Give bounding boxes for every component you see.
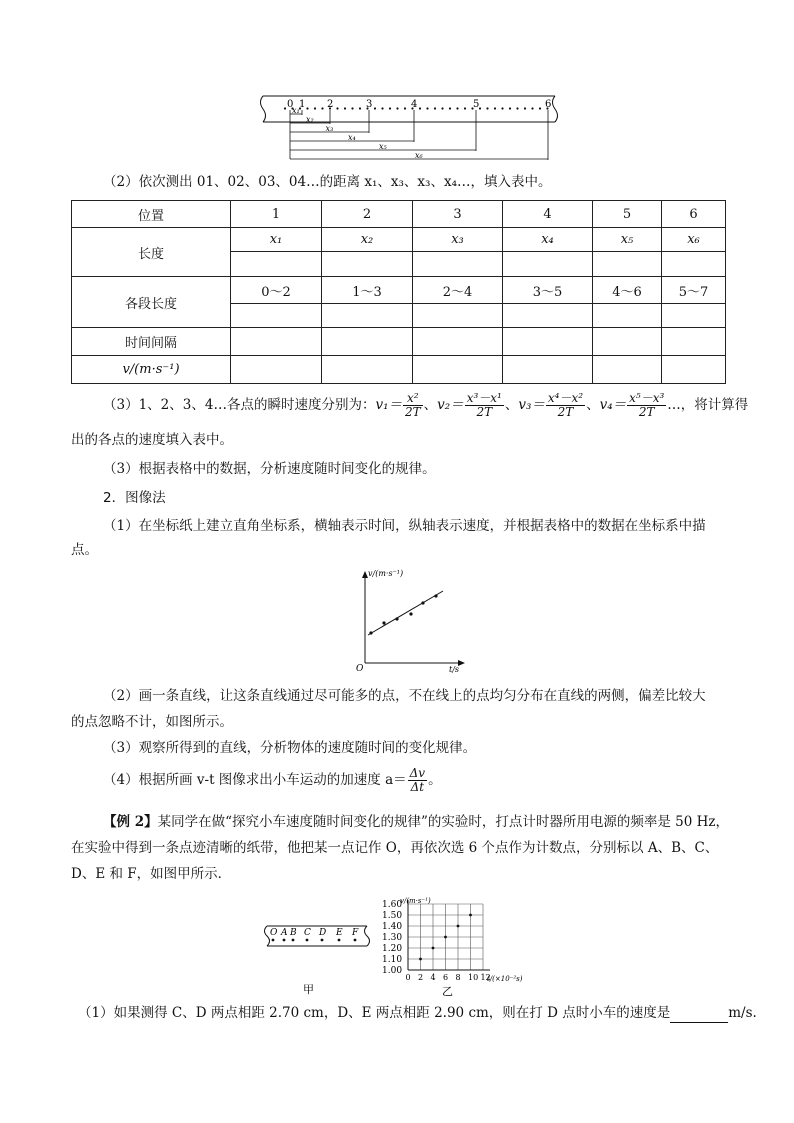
tape2-label: D bbox=[319, 928, 327, 938]
tape-point-label: 2 bbox=[327, 99, 334, 110]
tape-point-label: 6 bbox=[545, 99, 552, 110]
tape-dot bbox=[426, 107, 428, 109]
row-label: 各段长度 bbox=[72, 277, 231, 328]
tape-dot bbox=[494, 107, 496, 109]
table-cell: x₁ bbox=[231, 228, 322, 252]
fraction-numerator: x² bbox=[403, 392, 423, 406]
table-cell bbox=[231, 304, 322, 328]
table-cell bbox=[503, 304, 593, 328]
table-cell bbox=[322, 252, 413, 277]
table-cell bbox=[593, 356, 662, 384]
table-cell bbox=[662, 304, 726, 328]
tape-segment-label: x₅ bbox=[379, 142, 387, 151]
tape-dot bbox=[441, 107, 443, 109]
table-cell bbox=[662, 252, 726, 277]
table-cell bbox=[593, 304, 662, 328]
example-line1 bbox=[103, 812, 729, 832]
fraction-denominator: 2T bbox=[557, 405, 574, 419]
tape-dot bbox=[531, 107, 533, 109]
tape-dot bbox=[336, 107, 338, 109]
fraction-denominator: 2T bbox=[476, 405, 493, 419]
table-cell: x₂ bbox=[322, 228, 413, 252]
chart-yi bbox=[370, 895, 540, 1000]
example-line2: 在实验中得到一条点迹清晰的纸带，他把某一点记作 O，再依次选 6 个点作为计数点，分别标以 A、B、C、 bbox=[71, 840, 719, 856]
tape-point-label: 3 bbox=[366, 99, 373, 110]
table-cell bbox=[322, 356, 413, 384]
table-cell: 4 bbox=[503, 201, 593, 228]
fraction-numerator: x⁵－x³ bbox=[629, 391, 665, 405]
tape-diagram bbox=[255, 92, 565, 166]
table-cell bbox=[413, 356, 503, 384]
fit-line bbox=[368, 591, 443, 635]
tape2-label: B bbox=[290, 928, 297, 938]
step3b-text: （3）根据表格中的数据，分析速度随时间变化的规律。 bbox=[103, 461, 436, 477]
data-point bbox=[421, 601, 424, 604]
table-cell: x₆ bbox=[662, 228, 726, 252]
table-cell: 5～7 bbox=[662, 277, 726, 304]
tape-dot bbox=[389, 107, 391, 109]
tape-dot bbox=[314, 107, 316, 109]
table-row bbox=[72, 328, 726, 356]
table-cell: 4～6 bbox=[593, 277, 662, 304]
data-point bbox=[395, 617, 398, 620]
step3-lead: （3）1、2、3、4…各点的瞬时速度分别为： bbox=[103, 397, 376, 413]
tape2-label: E bbox=[336, 928, 343, 938]
step2-text: （2）依次测出 01、02、03、04…的距离 x₁、x₃、x₃、x₄…，填入表中。 bbox=[103, 174, 552, 190]
tape-dot bbox=[464, 107, 466, 109]
example-text: 某同学在做“探究小车速度随时间变化的规律”的实验时，打点计时器所用电源的频率是 50 Hz， bbox=[157, 814, 730, 830]
data-point bbox=[369, 631, 372, 634]
tape2-dot bbox=[354, 939, 357, 942]
tape-dot bbox=[456, 107, 458, 109]
tape-segment-label: x₁ bbox=[292, 106, 300, 115]
step3-line2: 出的各点的速度填入表中。 bbox=[71, 432, 233, 448]
table-cell bbox=[593, 252, 662, 277]
table-cell: 2～4 bbox=[413, 277, 503, 304]
tape-point-label: 4 bbox=[411, 99, 418, 110]
x-tick-label: 2 bbox=[418, 973, 424, 982]
fraction-denominator: 2T bbox=[405, 405, 421, 419]
table-cell: 6 bbox=[662, 201, 726, 228]
tape-segment-label: x₃ bbox=[325, 124, 334, 133]
acceleration-fraction bbox=[408, 767, 427, 794]
table-cell: 3～5 bbox=[503, 277, 593, 304]
formula-separator: 、 bbox=[423, 397, 438, 413]
chart-xlabel: t/(×10⁻²s) bbox=[487, 975, 523, 983]
table-cell bbox=[503, 356, 593, 384]
tape-dot bbox=[351, 107, 353, 109]
table-cell bbox=[662, 356, 726, 384]
x-tick-label: 4 bbox=[430, 973, 436, 982]
tape-dot bbox=[509, 107, 511, 109]
origin-label: O bbox=[356, 664, 364, 673]
tape-segment-label: x₆ bbox=[415, 151, 423, 160]
question-text: （1）如果测得 C、D 两点相距 2.70 cm，D、E 两点相距 2.90 cm，则在打 D 点时小车的速度是 bbox=[78, 1005, 671, 1021]
y-tick-label: 1.50 bbox=[382, 911, 403, 921]
formula-lhs: v₃＝ bbox=[518, 397, 545, 413]
table-cell: 5 bbox=[593, 201, 662, 228]
tape-dot bbox=[539, 107, 541, 109]
x-axis-label: t/s bbox=[449, 665, 460, 673]
table-cell: x₄ bbox=[503, 228, 593, 252]
tape2-dot bbox=[338, 939, 341, 942]
x-tick-label: 10 bbox=[468, 973, 479, 982]
table-cell bbox=[413, 328, 503, 356]
example-label: 【例 2】 bbox=[103, 814, 158, 830]
formula-fraction bbox=[627, 392, 666, 419]
y-axis-label: v/(m·s⁻¹) bbox=[368, 569, 404, 578]
data-point bbox=[409, 612, 412, 615]
tape-point-label: 0 bbox=[287, 99, 294, 110]
tape-dot bbox=[516, 107, 518, 109]
tape-segment-label: x₂ bbox=[306, 115, 314, 124]
table-cell: 1～3 bbox=[322, 277, 413, 304]
x-axis-arrow bbox=[458, 660, 465, 666]
table-cell bbox=[231, 356, 322, 384]
data-point bbox=[434, 594, 437, 597]
data-point bbox=[382, 621, 385, 624]
fraction-denominator: 2T bbox=[638, 405, 655, 419]
velocity-formulas bbox=[375, 391, 667, 419]
table-cell: 1 bbox=[231, 201, 322, 228]
x-tick-label: 12 bbox=[480, 973, 491, 982]
tape-dot bbox=[344, 107, 346, 109]
step3-velocity-line bbox=[103, 392, 748, 419]
example-line3: D、E 和 F，如图甲所示． bbox=[71, 866, 232, 882]
row-label: 时间间隔 bbox=[72, 328, 231, 356]
figure-caption-yi: 乙 bbox=[442, 985, 453, 998]
graph-step2-cont: 的点忽略不计，如图所示。 bbox=[71, 714, 233, 730]
y-tick-label: 1.00 bbox=[382, 966, 403, 976]
tape-dot bbox=[396, 107, 398, 109]
y-tick-label: 1.30 bbox=[382, 933, 403, 943]
tape-dot bbox=[501, 107, 503, 109]
tape2-dot bbox=[292, 939, 295, 942]
y-tick-label: 1.40 bbox=[382, 922, 403, 932]
tape-dot bbox=[434, 107, 436, 109]
tape-dot bbox=[486, 107, 488, 109]
table-row bbox=[72, 356, 726, 384]
graph-step3-text: （3）观察所得到的直线，分析物体的速度随时间的变化规律。 bbox=[103, 740, 477, 756]
table-cell: 2 bbox=[322, 201, 413, 228]
tape-segment-label: x₄ bbox=[348, 133, 356, 142]
table-cell bbox=[322, 304, 413, 328]
x-tick-label: 6 bbox=[443, 973, 449, 982]
tape-dot bbox=[524, 107, 526, 109]
x-tick-label: 8 bbox=[455, 973, 461, 982]
question-1 bbox=[78, 1003, 757, 1023]
tape2-dot bbox=[283, 939, 286, 942]
y-tick-label: 1.10 bbox=[382, 955, 403, 965]
table-cell bbox=[231, 252, 322, 277]
tape-dot bbox=[284, 107, 286, 109]
tape-dot bbox=[404, 107, 406, 109]
table-cell: 0～2 bbox=[231, 277, 322, 304]
tape2-label: A bbox=[281, 928, 288, 938]
row-label: v/(m·s⁻¹) bbox=[72, 356, 231, 384]
answer-blank[interactable] bbox=[670, 1008, 728, 1023]
tape-dot bbox=[306, 107, 308, 109]
tape-figure-jia bbox=[255, 920, 375, 995]
table-cell bbox=[231, 328, 322, 356]
tape-point-label: 5 bbox=[473, 99, 480, 110]
graph-step1-cont: 点。 bbox=[71, 542, 98, 558]
tape2-dot bbox=[321, 939, 324, 942]
fraction-denominator: Δt bbox=[410, 780, 425, 794]
tape-dot bbox=[374, 107, 376, 109]
tape2-dot bbox=[306, 939, 309, 942]
row-label: 位置 bbox=[72, 201, 231, 228]
chart-point bbox=[419, 958, 422, 961]
formula-fraction bbox=[465, 392, 504, 419]
step3-tail: …，将计算得 bbox=[667, 397, 749, 413]
tape-dot bbox=[381, 107, 383, 109]
formula-lhs: v₁＝ bbox=[375, 397, 402, 413]
fraction-numerator: x⁴－x² bbox=[547, 391, 584, 405]
chart-ylabel: v/(m·s⁻¹) bbox=[400, 897, 431, 905]
tape2-label: O bbox=[270, 928, 278, 938]
graph-step4 bbox=[103, 766, 442, 794]
table-cell bbox=[413, 304, 503, 328]
tape2-dot bbox=[272, 939, 275, 942]
table-cell bbox=[503, 252, 593, 277]
y-tick-label: 1.60 bbox=[382, 900, 403, 910]
row-label: 长度 bbox=[72, 228, 231, 277]
figure-caption-jia: 甲 bbox=[303, 983, 314, 995]
chart-point bbox=[469, 914, 472, 917]
chart-point bbox=[444, 936, 447, 939]
tape-dot bbox=[359, 107, 361, 109]
table-cell: x₃ bbox=[413, 228, 503, 252]
chart-point bbox=[432, 947, 435, 950]
table-row bbox=[72, 228, 726, 252]
table-cell bbox=[503, 328, 593, 356]
graph-step1: （1）在坐标纸上建立直角坐标系，横轴表示时间，纵轴表示速度，并根据表格中的数据在坐标系中描 bbox=[103, 518, 706, 534]
table-row bbox=[72, 201, 726, 228]
tape-dot bbox=[449, 107, 451, 109]
fraction-numerator: x³－x¹ bbox=[466, 391, 502, 405]
x-tick-label: 0 bbox=[405, 973, 411, 982]
formula-fraction bbox=[403, 392, 423, 419]
table-cell bbox=[413, 252, 503, 277]
tape2-label: C bbox=[304, 928, 311, 938]
formula-lhs: v₄＝ bbox=[599, 397, 627, 413]
question-unit: m/s. bbox=[728, 1005, 757, 1021]
tape2-label: F bbox=[352, 928, 359, 938]
formula-separator: 、 bbox=[504, 397, 519, 413]
tape-dot bbox=[321, 107, 323, 109]
table-row bbox=[72, 277, 726, 304]
graph-step4-end: 。 bbox=[428, 772, 442, 788]
graph-step2: （2）画一条直线，让这条直线通过尽可能多的点，不在线上的点均匀分布在直线的两侧，偏差比较大 bbox=[103, 688, 706, 704]
table-cell: 3 bbox=[413, 201, 503, 228]
section-title: 2．图像法 bbox=[103, 490, 166, 506]
table-cell: x₅ bbox=[593, 228, 662, 252]
table-cell bbox=[593, 328, 662, 356]
graph-step4-lead: （4）根据所画 v-t 图像求出小车运动的加速度 a＝ bbox=[103, 772, 407, 788]
formula-lhs: v₂＝ bbox=[437, 397, 464, 413]
y-tick-label: 1.20 bbox=[382, 944, 403, 954]
table-cell bbox=[662, 328, 726, 356]
fraction-numerator: Δv bbox=[409, 766, 426, 780]
formula-separator: 、 bbox=[586, 397, 600, 413]
vt-graph bbox=[325, 563, 475, 673]
measurement-table bbox=[71, 200, 726, 384]
tape-point-label: 1 bbox=[299, 99, 306, 110]
formula-fraction bbox=[546, 392, 585, 419]
tape-dot bbox=[419, 107, 421, 109]
chart-point bbox=[457, 925, 460, 928]
table-cell bbox=[322, 328, 413, 356]
